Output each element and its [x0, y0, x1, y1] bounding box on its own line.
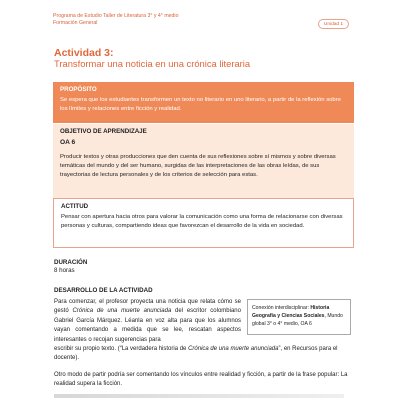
- connection-subject: Historia Geografía y Ciencias Sociales: [252, 305, 330, 319]
- connection-prefix: Conexión interdisciplinar:: [252, 305, 311, 311]
- p1-text-c: escribir su propio texto. (“La verdadera historia de: [54, 346, 189, 352]
- activity-title: Transformar una noticia en una crónica literaria: [54, 58, 251, 69]
- p1-book-title-2: Crónica de una muerte anunciada: [188, 346, 279, 352]
- program-title: Programa de Estudio Taller de Literatura 3° y 4° medio: [53, 13, 179, 19]
- development-paragraph-1: [54, 298, 241, 345]
- purpose-text: Se espera que los estudiantes transformen un texto no literario en uno literario, a partir de la reflexión sobre los límites y relaciones entre ficción y realidad.: [60, 97, 341, 113]
- objective-text: Producir textos y otras producciones que den cuenta de sus reflexiones sobre sí mismos y sobre diversas temáticas del mundo y del ser humano, surgidas de las interpretaciones de las obras leídas, de sus trayectorias de lectura personales y de los criterios de selección para estas.: [60, 153, 336, 179]
- p1-text-b: del escritor colombiano Gabriel García Márquez. Léanla en voz alta para que los alumnos vayan comentando a medida que se lee, rescatan aspectos interesantes o recojan sugerencias para: [54, 308, 241, 343]
- faded-text-line: [54, 394, 344, 398]
- interdisciplinary-connection-box: [247, 299, 351, 335]
- development-paragraph-2: Otro modo de partir podría ser comentando los vínculos entre realidad y ficción, a partir de la frase popular: La realidad supera la ficción.: [54, 372, 348, 388]
- p1-book-title: Crónica de una muerte anunciada: [72, 308, 172, 315]
- unit-badge: Unidad 1: [318, 19, 349, 29]
- objective-box: [53, 124, 354, 198]
- attitude-box: [53, 198, 354, 248]
- formation-label: Formación General: [53, 20, 98, 26]
- connection-suffix: , Mundo global 3° o 4° medio, OA 6: [252, 313, 343, 327]
- purpose-box: [53, 82, 354, 123]
- development-paragraph-1-cont: [54, 345, 354, 364]
- objective-code: OA 6: [60, 139, 76, 147]
- attitude-heading: ACTITUD: [61, 203, 89, 210]
- purpose-heading: PROPÓSITO: [60, 86, 97, 93]
- page-header: [0, 0, 400, 40]
- development-heading: DESARROLLO DE LA ACTIVIDAD: [54, 287, 153, 294]
- p1-text-d: ”, en Recursos para el docente).: [54, 346, 338, 362]
- duration-value: 8 horas: [54, 267, 75, 274]
- objective-heading: OBJETIVO DE APRENDIZAJE: [60, 128, 147, 135]
- p1-text-a: Para comenzar, el profesor proyecta una noticia que relata cómo se gestó: [54, 299, 241, 315]
- duration-label: DURACIÓN: [54, 259, 88, 266]
- activity-number: Actividad 3:: [54, 47, 114, 59]
- attitude-text: Pensar con apertura hacia otros para valorar la comunicación como una forma de relacionarse con diversas personas y culturas, compartiendo ideas que favorezcan el desarrollo de la vida en sociedad.: [61, 214, 343, 230]
